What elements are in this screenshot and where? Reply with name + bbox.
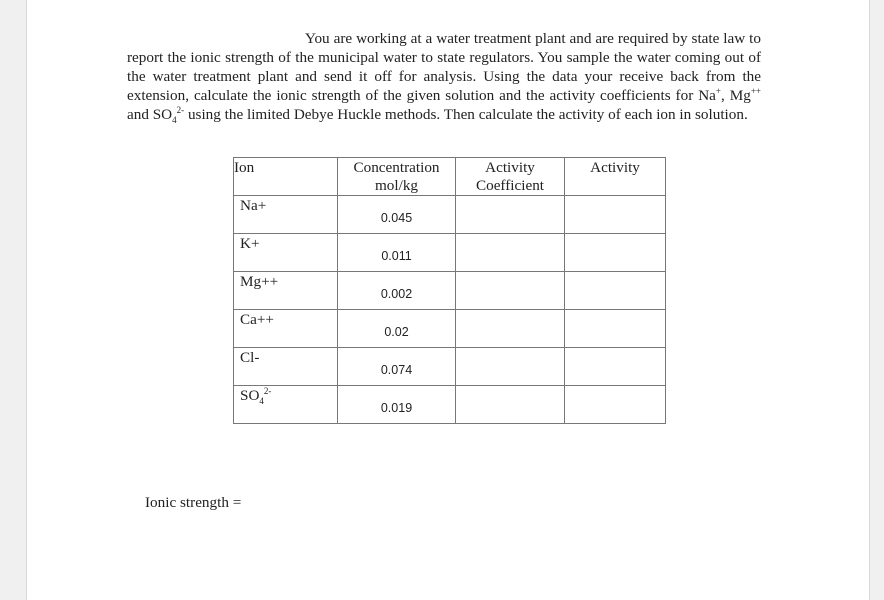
header-concentration-line1: Concentration bbox=[353, 159, 440, 176]
so-subscript: 4 bbox=[172, 115, 177, 126]
header-activity: Activity bbox=[565, 158, 666, 196]
table-row bbox=[234, 196, 666, 234]
activity-cell[interactable] bbox=[565, 196, 666, 234]
ion-base: SO bbox=[240, 387, 260, 404]
activity-coefficient-cell[interactable] bbox=[456, 310, 565, 348]
activity-coefficient-cell[interactable] bbox=[456, 386, 565, 424]
instructions-paragraph bbox=[127, 29, 761, 124]
mg-superscript: ++ bbox=[750, 85, 761, 96]
header-coefficient-line1: Activity bbox=[485, 159, 535, 176]
concentration-cell: 0.011 bbox=[338, 234, 456, 272]
header-activity-coefficient bbox=[456, 158, 565, 196]
concentration-cell: 0.02 bbox=[338, 310, 456, 348]
header-coefficient-line2: Coefficient bbox=[475, 177, 545, 194]
paragraph-text-3: and SO bbox=[127, 106, 173, 123]
ionic-strength-label: Ionic strength = bbox=[145, 494, 242, 511]
table-row bbox=[234, 234, 666, 272]
ion-cell bbox=[234, 386, 338, 424]
concentration-cell: 0.074 bbox=[338, 348, 456, 386]
activity-coefficient-cell[interactable] bbox=[456, 272, 565, 310]
na-superscript: + bbox=[715, 85, 721, 96]
activity-cell[interactable] bbox=[565, 272, 666, 310]
header-concentration bbox=[338, 158, 456, 196]
paragraph-text-2: , Mg bbox=[721, 87, 751, 104]
activity-cell[interactable] bbox=[565, 348, 666, 386]
table-row bbox=[234, 310, 666, 348]
header-ion: Ion bbox=[234, 158, 338, 196]
activity-cell[interactable] bbox=[565, 234, 666, 272]
ion-cell: Na+ bbox=[234, 196, 338, 234]
ion-cell: K+ bbox=[234, 234, 338, 272]
ion-superscript: 2- bbox=[263, 385, 272, 396]
paragraph-text-4: using the limited Debye Huckle methods. Then calculate the activity of each ion in solution. bbox=[184, 106, 748, 123]
header-concentration-line2: mol/kg bbox=[374, 177, 419, 194]
ion-table bbox=[233, 157, 666, 424]
activity-coefficient-cell[interactable] bbox=[456, 234, 565, 272]
document-page bbox=[26, 0, 870, 600]
paragraph-text-1: You are working at a water treatment plant and are required by state law to report the ionic strength of the municipal water to state regulators. You sample the water coming out of the water treatment plant and send it off for analysis. Using the data your receive back from the extension, calculate the ionic strength of the given solution and the activity coefficients for Na bbox=[127, 30, 761, 104]
ion-cell: Mg++ bbox=[234, 272, 338, 310]
table-row bbox=[234, 272, 666, 310]
so-superscript: 2- bbox=[176, 104, 185, 115]
table-header-row bbox=[234, 158, 666, 196]
ion-cell: Ca++ bbox=[234, 310, 338, 348]
ion-subscript: 4 bbox=[259, 396, 264, 407]
concentration-cell: 0.019 bbox=[338, 386, 456, 424]
activity-coefficient-cell[interactable] bbox=[456, 196, 565, 234]
concentration-cell: 0.002 bbox=[338, 272, 456, 310]
activity-coefficient-cell[interactable] bbox=[456, 348, 565, 386]
activity-cell[interactable] bbox=[565, 386, 666, 424]
table-row bbox=[234, 348, 666, 386]
table-row bbox=[234, 386, 666, 424]
concentration-cell: 0.045 bbox=[338, 196, 456, 234]
activity-cell[interactable] bbox=[565, 310, 666, 348]
ion-cell: Cl- bbox=[234, 348, 338, 386]
